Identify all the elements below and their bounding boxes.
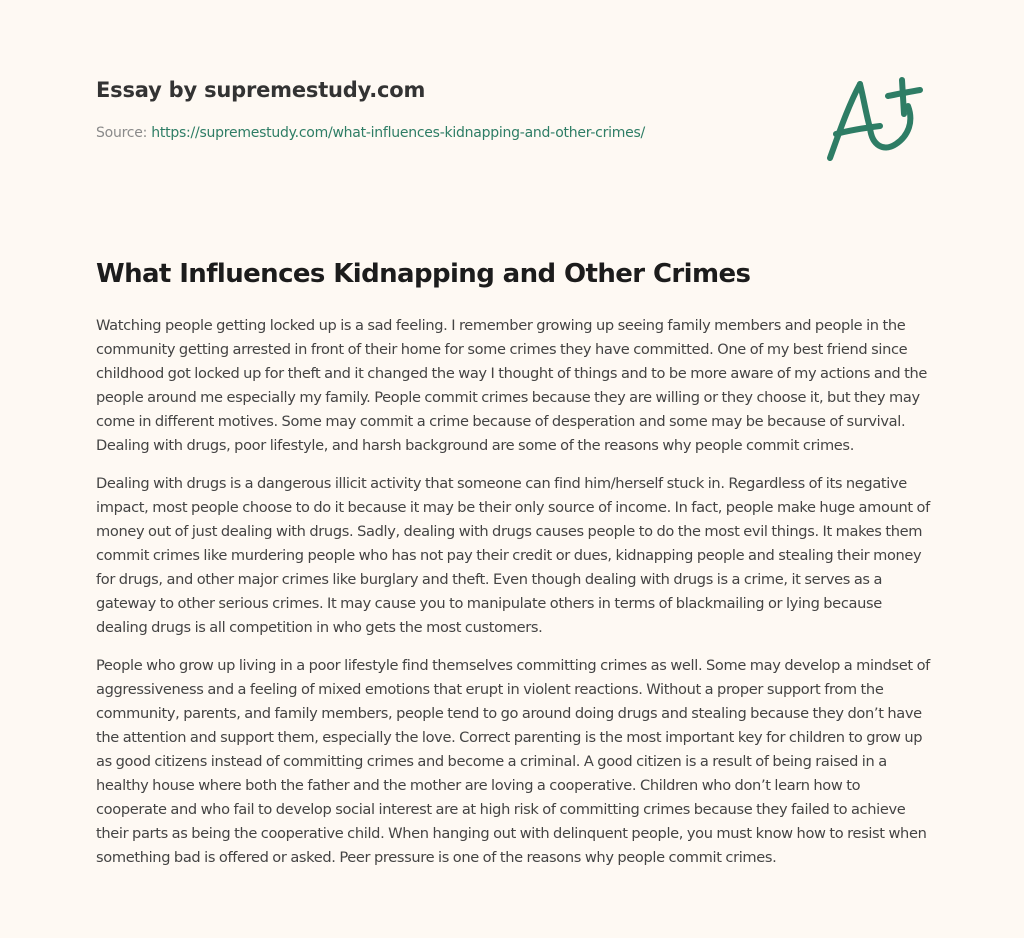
essay-header <box>96 76 796 143</box>
source-label: Source: <box>96 125 148 141</box>
source-link[interactable]: https://supremestudy.com/what-influences-kidnapping-and-other-crimes/ <box>151 125 646 141</box>
article-title: What Influences Kidnapping and Other Crimes <box>96 259 751 289</box>
article-body <box>96 314 932 884</box>
source-line <box>96 123 796 143</box>
paragraph: People who grow up living in a poor lifestyle find themselves committing crimes as well. Some may develop a mindset of aggressiveness and a feeling of mixed emotions that erupt in violent reactions. Without a proper support from the community, parents, and family members, people tend to go around doing drugs and stealing because they don’t have the attention and support them, especially the love. Correct parenting is the most important key for children to grow up as good citizens instead of committing crimes and become a criminal. A good citizen is a result of being raised in a healthy house where both the father and the mother are loving a cooperative. Children who don’t learn how to cooperate and who fail to develop social interest are at high risk of committing crimes because they failed to achieve their parts as being the cooperative child. When hanging out with delinquent people, you must know how to resist when something bad is offered or asked. Peer pressure is one of the reasons why people commit crimes. <box>96 657 930 866</box>
paragraph: Watching people getting locked up is a sad feeling. I remember growing up seeing family members and people in the community getting arrested in front of their home for some crimes they have committed. One of my best friend since childhood got locked up for theft and it changed the way I thought of things and to be more aware of my actions and the people around me especially my family. People commit crimes because they are willing or they choose it, but they may come in different motives. Some may commit a crime because of desperation and some may be because of survival. Dealing with drugs, poor lifestyle, and harsh background are some of the reasons why people commit crimes. <box>96 317 927 454</box>
paragraph: Dealing with drugs is a dangerous illicit activity that someone can find him/herself stuck in. Regardless of its negative impact, most people choose to do it because it may be their only source of income. In fact, people make huge amount of money out of just dealing with drugs. Sadly, dealing with drugs causes people to do the most evil things. It makes them commit crimes like murdering people who has not pay their credit or dues, kidnapping people and stealing their money for drugs, and other major crimes like burglary and theft. Even though dealing with drugs is a crime, it serves as a gateway to other serious crimes. It may cause you to manipulate others in terms of blackmailing or lying because dealing drugs is all competition in who gets the most customers. <box>96 475 930 636</box>
site-title: Essay by supremestudy.com <box>96 78 426 102</box>
a-plus-grade-icon <box>820 66 930 166</box>
